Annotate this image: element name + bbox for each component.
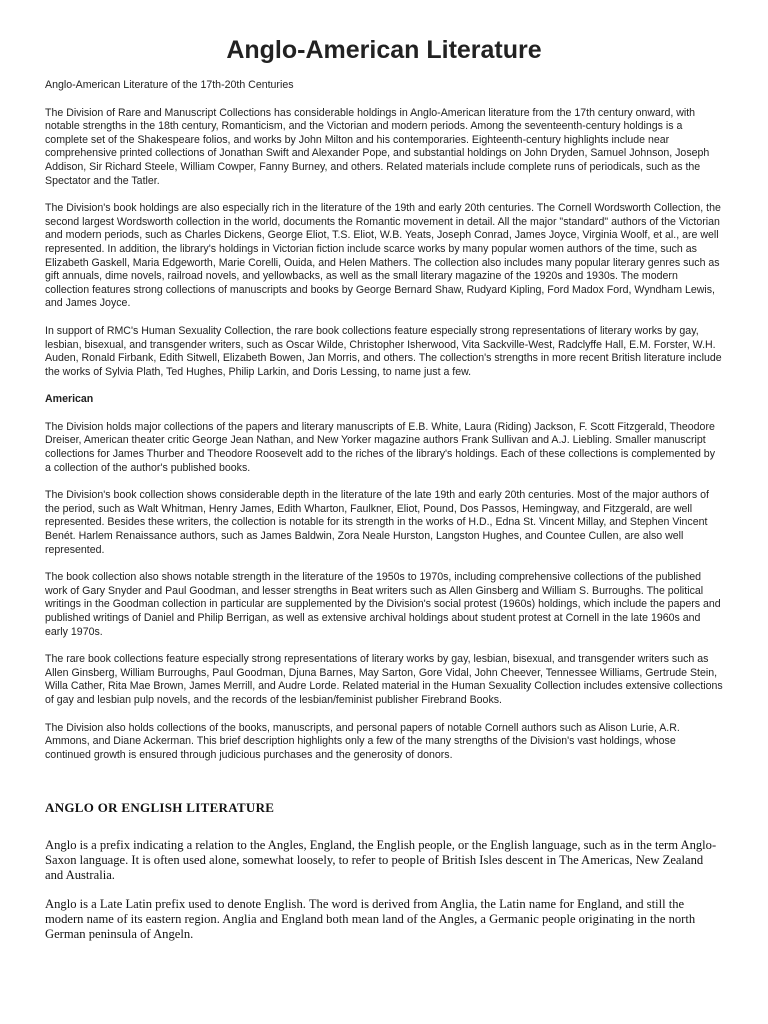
page-subtitle: Anglo-American Literature of the 17th-20th Centuries (45, 79, 294, 91)
section-anglo-english (45, 800, 723, 942)
paragraph: Anglo is a Late Latin prefix used to denote English. The word is derived from Anglia, the Latin name for England, and still the modern name of its eastern region. Anglia and England both mean land of the Angles, a Germanic people originating in the north German peninsula of Angeln. (45, 897, 696, 942)
document-page (45, 0, 723, 942)
section-heading-anglo: ANGLO OR ENGLISH LITERATURE (45, 800, 275, 816)
paragraph: The rare book collections feature especially strong representations of literary works by gay, lesbian, bisexual, and transgender writers such as Allen Ginsberg, William Burroughs, Paul Goodman, Djuna Barnes, May Sarton, Gore Vidal, John Cheever, Tennessee Williams, Gertrude Stein, Willa Cather, Rita Mae Brown, James Merrill, and Audre Lorde. Related material in the Human Sexuality Collection includes extensive collections of gay and lesbian pulp novels, and the records of the lesbian/feminist publisher Firebrand Books. (45, 653, 723, 706)
paragraph: The Division's book holdings are also especially rich in the literature of the 19th and early 20th centuries. The Cornell Wordsworth Collection, the second largest Wordsworth collection in the world, documents the Romantic movement in detail. All the major "standard" authors of the Victorian and modern periods, such as Charles Dickens, George Eliot, T.S. Eliot, W.B. Yeats, Joseph Conrad, James Joyce, Virginia Woolf, et al., are well represented. In addition, the library's holdings in Victorian fiction include scarce works by many popular women authors of the time, such as Elizabeth Gaskell, Maria Edgeworth, Marie Corelli, Ouida, and Helen Mathers. The collection also includes many popular literary genres such as gift annuals, dime novels, railroad novels, and yellowbacks, as well as the small literary magazine of the 1920s and 1930s. The modern collection features strong collections of manuscripts and books by George Bernard Shaw, Rudyard Kipling, Ford Madox Ford, Wyndham Lewis, and James Joyce. (45, 202, 721, 310)
paragraph: The Division's book collection shows considerable depth in the literature of the late 19th and early 20th centuries. Most of the major authors of the period, such as Walt Whitman, Henry James, Edith Wharton, Faulkner, Eliot, Pound, Dos Passos, Hemingway, and Fitzgerald, are well represented. Besides these writers, the collection is notable for its strength in the works of H.D., Edna St. Vincent Millay, and Stephen Vincent Benét. Harlem Renaissance authors, such as James Baldwin, Zora Neale Hurston, Langston Hughes, and Countee Cullen, are also well represented. (45, 489, 709, 556)
paragraph: Anglo is a prefix indicating a relation to the Angles, England, the English people, or the English language, such as in the term Anglo-Saxon language. It is often used alone, somewhat loosely, to refer to people of British Isles descent in The Americas, New Zealand and Australia. (45, 838, 717, 883)
section-heading-american: American (45, 393, 94, 406)
paragraph: The Division also holds collections of the books, manuscripts, and personal papers of notable Cornell authors such as Alison Lurie, A.R. Ammons, and Diane Ackerman. This brief description highlights only a few of the many strengths of the Division's vast holdings, whose continued growth is ensured through judicious purchases and the generosity of donors. (45, 721, 680, 761)
paragraph: The book collection also shows notable strength in the literature of the 1950s to 1970s, including comprehensive collections of the published work of Gary Snyder and Paul Goodman, and lesser strengths in Beat writers such as Allen Ginsberg and William S. Burroughs. The political writings in the Goodman collection in particular are supplemented by the Division's social protest (1960s) holdings, which include the papers and published writings of Daniel and Philip Berrigan, as well as extensive archival holdings about student protest at Cornell in the late 1960s and early 1970s. (45, 571, 721, 638)
paragraph: The Division of Rare and Manuscript Collections has considerable holdings in Anglo-American literature from the 17th century onward, with notable strengths in the 18th century, Romanticism, and the Victorian and modern periods. Among the seventeenth-century holdings is a complete set of the Shakespeare folios, and works by John Milton and his contemporaries. Eighteenth-century highlights include near comprehensive printed collections of Jonathan Swift and Alexander Pope, and substantial holdings on John Dryden, Samuel Johnson, Joseph Addison, Sir Richard Steele, William Cowper, Fanny Burney, and others. Related materials include complete runs of periodicals, such as the Spectator and the Tatler. (45, 106, 710, 187)
page-title: Anglo-American Literature (226, 36, 542, 64)
paragraph: The Division holds major collections of the papers and literary manuscripts of E.B. White, Laura (Riding) Jackson, F. Scott Fitzgerald, Theodore Dreiser, American theater critic George Jean Nathan, and New Yorker magazine authors Frank Sullivan and A.J. Liebling. Smaller manuscript collections for James Thurber and Theodore Roosevelt add to the riches of the library's holdings. Each of these collections is complemented by a collection of the author's published books. (45, 420, 715, 474)
article-body (45, 79, 723, 762)
paragraph: In support of RMC's Human Sexuality Collection, the rare book collections feature especially strong representations of literary works by gay, lesbian, bisexual, and transgender writers, such as Oscar Wilde, Christopher Isherwood, Vita Sackville-West, Radclyffe Hall, E.M. Forster, W.H. Auden, Ronald Firbank, Edith Sitwell, Elizabeth Bowen, Jan Morris, and others. The collection's strengths in more recent British literature include the works of Sylvia Plath, Ted Hughes, Philip Larkin, and Doris Lessing, to name just a few. (45, 324, 722, 378)
